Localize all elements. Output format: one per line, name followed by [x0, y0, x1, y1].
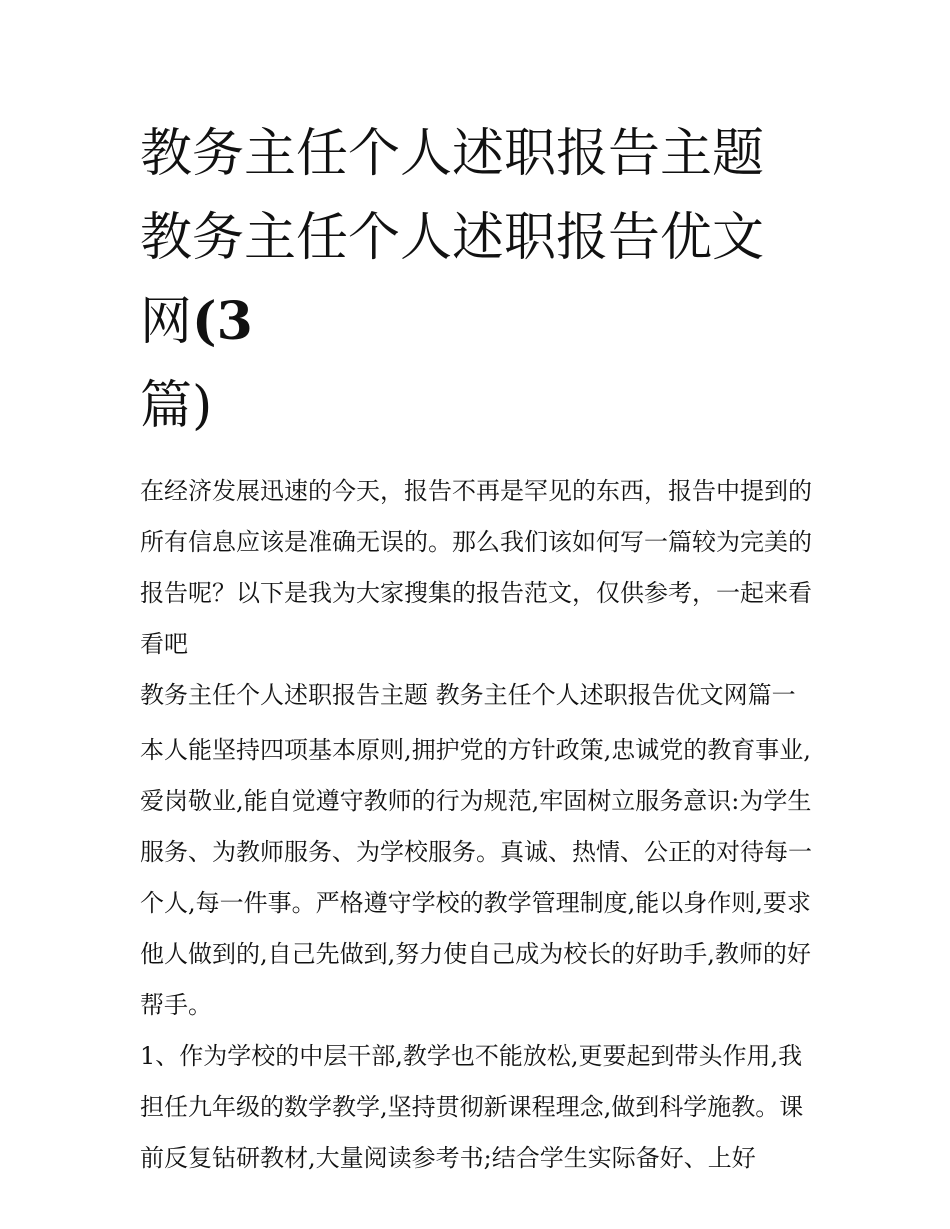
title-suffix: 篇) — [140, 376, 213, 436]
section-heading: 教务主任个人述职报告主题 教务主任个人述职报告优文网篇一 — [140, 681, 796, 709]
title-text: 教务主任个人述职报告主题 教务主任个人述职报告优文网 — [140, 124, 765, 352]
intro-paragraph: 在经济发展迅速的今天，报告不再是罕见的东西，报告中提到的所有信息应该是准确无误的。那么我们该如何写一篇较为完美的报告呢？以下是我为大家搜集的报告范文，仅供参考，一起来看看吧 — [140, 477, 812, 658]
title-count: (3 — [192, 291, 253, 352]
document-page — [140, 112, 812, 1184]
body-paragraph-2: 1、作为学校的中层干部,教学也不能放松,更要起到带头作用,我担任九年级的数学教学,坚持贯彻新课程理念,做到科学施教。课前反复钻研教材,大量阅读参考书;结合学生实际备好、上好 — [140, 1042, 804, 1172]
body-paragraph-1: 本人能坚持四项基本原则,拥护党的方针政策,忠诚党的教育事业,爱岗敬业,能自觉遵守教师的行为规范,牢固树立服务意识:为学生服务、为教师服务、为学校服务。真诚、热情、公正的对待每一个人,每一件事。严格遵守学校的教学管理制度,能以身作则,要求他人做到的,自己先做到,努力使自己成为校长的好助手,教师的好帮手。 — [140, 736, 812, 1019]
document-title — [140, 112, 812, 448]
